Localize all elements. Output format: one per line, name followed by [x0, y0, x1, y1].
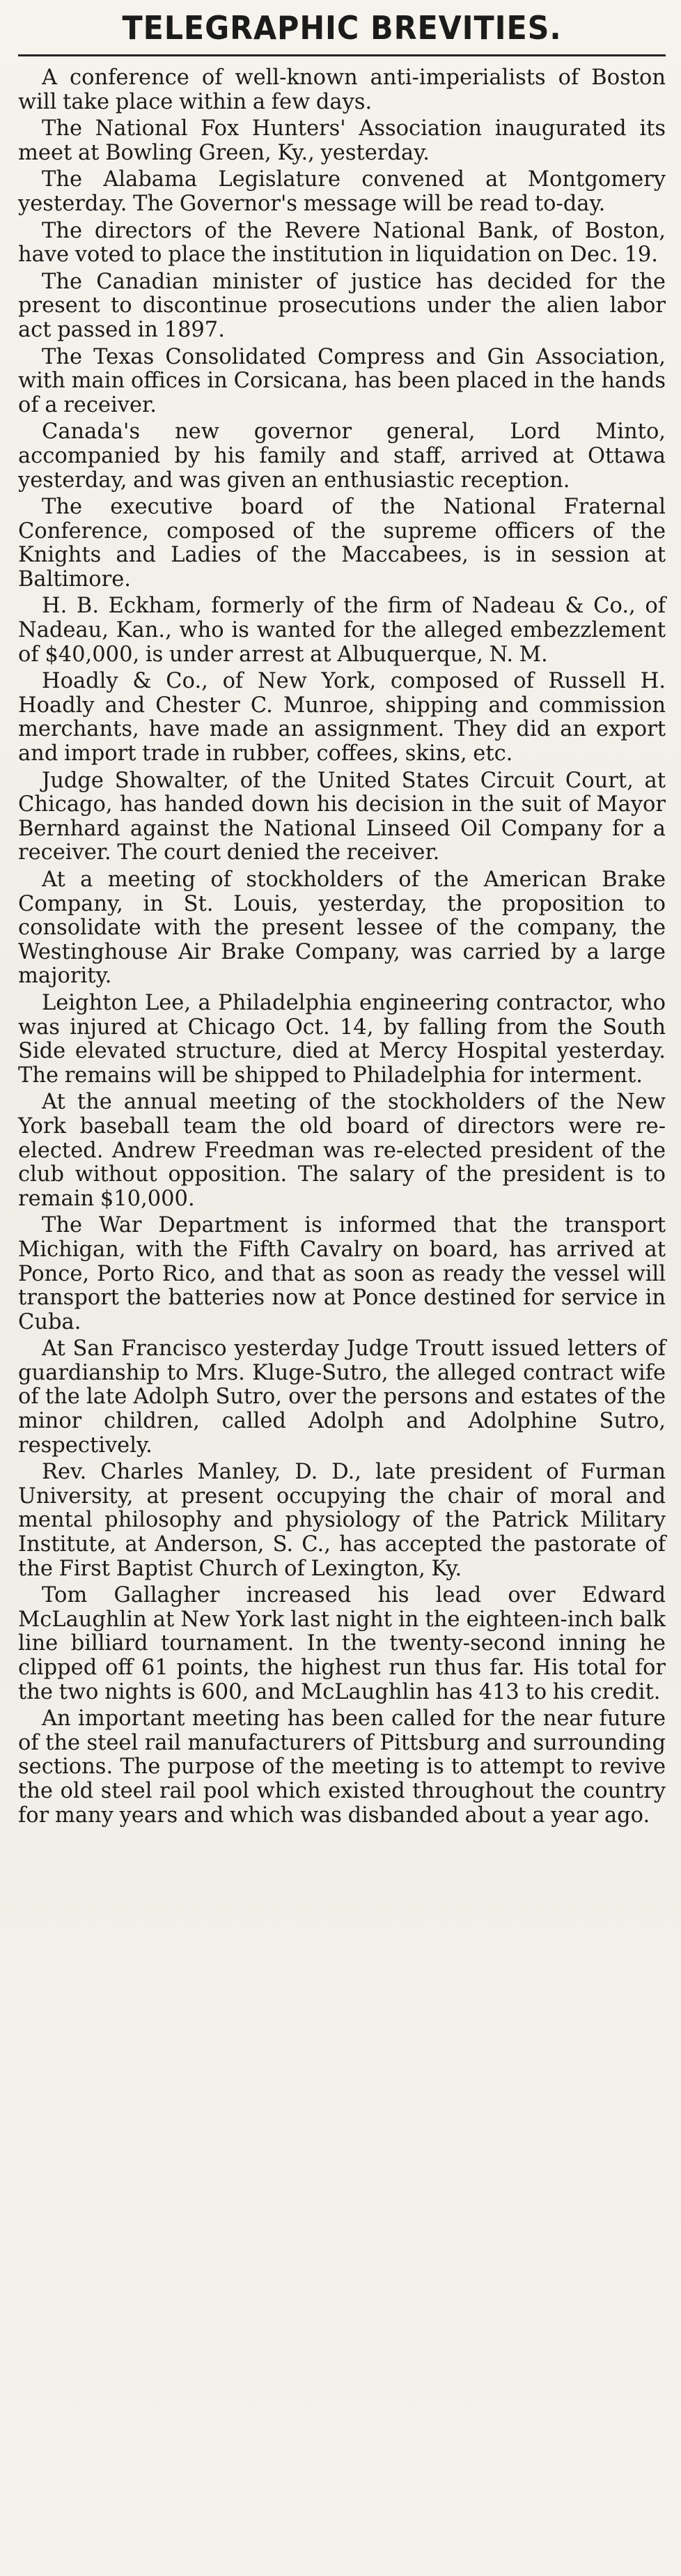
news-item: Canada's new governor general, Lord Minto, accompanied by his family and staff, arrived at Ottawa yesterday, and was given an enthusiastic reception. — [18, 419, 666, 493]
news-item: The Texas Consolidated Compress and Gin Association, with main offices in Corsicana, has been placed in the hands of a receiver. — [18, 344, 666, 417]
news-item: Rev. Charles Manley, D. D., late president of Furman University, at present occupying the chair of moral and mental philosophy and physiology of the Patrick Military Institute, at Anderson, S. C., has accepted the pastorate of the First Baptist Church of Lexington, Ky. — [18, 1460, 666, 1581]
news-item: The Alabama Legislature convened at Montgomery yesterday. The Governor's message will be read to-day. — [18, 167, 666, 216]
headline: TELEGRAPHIC BREVITIES. — [122, 9, 562, 47]
news-item: Hoadly & Co., of New York, composed of Russell H. Hoadly and Chester C. Munroe, shipping and commission merchants, have made an assignment. They did an export and import trade in rubber, coffees, skins, etc. — [18, 669, 666, 766]
news-items — [18, 66, 666, 1828]
news-item: The Canadian minister of justice has decided for the present to discontinue prosecutions under the alien labor act passed in 1897. — [18, 269, 666, 342]
news-item: H. B. Eckham, formerly of the firm of Nadeau & Co., of Nadeau, Kan., who is wanted for the alleged embezzlement of $40,000, is under arrest at Albuquerque, N. M. — [18, 594, 666, 667]
news-item: An important meeting has been called for the near future of the steel rail manufacturers of Pittsburg and surrounding sections. The purpose of the meeting is to attempt to revive the old steel rail pool which existed throughout the country for many years and which was disbanded about a year ago. — [18, 1706, 666, 1828]
news-item: The executive board of the National Fraternal Conference, composed of the supreme officers of the Knights and Ladies of the Maccabees, is in session at Baltimore. — [18, 495, 666, 592]
news-item: The directors of the Revere National Bank, of Boston, have voted to place the institution in liquidation on Dec. 19. — [18, 218, 666, 268]
news-item: At a meeting of stockholders of the American Brake Company, in St. Louis, yesterday, the proposition to consolidate with the present lessee of the company, the Westinghouse Air Brake Company, was carried by a large majority. — [18, 867, 666, 989]
news-item: At San Francisco yesterday Judge Troutt issued letters of guardianship to Mrs. Kluge-Sutro, the alleged contract wife of the late Adolph Sutro, over the persons and estates of the minor children, called Adolph and Adolphine Sutro, respectively. — [18, 1336, 666, 1458]
news-item: The War Department is informed that the transport Michigan, with the Fifth Cavalry on board, has arrived at Ponce, Porto Rico, and that as soon as ready the vessel will transport the batteries now at Ponce destined for service in Cuba. — [18, 1213, 666, 1334]
news-item: Leighton Lee, a Philadelphia engineering contractor, who was injured at Chicago Oct. 14, by falling from the South Side elevated structure, died at Mercy Hospital yesterday. The remains will be shipped to Philadelphia for interment. — [18, 990, 666, 1088]
news-item: Tom Gallagher increased his lead over Edward McLaughlin at New York last night in the eighteen-inch balk line billiard tournament. In the twenty-second inning he clipped off 61 points, the highest run thus far. His total for the two nights is 600, and McLaughlin has 413 to his credit. — [18, 1583, 666, 1704]
news-item: At the annual meeting of the stockholders of the New York baseball team the old board of directors were re-elected. Andrew Freedman was re-elected president of the club without opposition. The salary of the president is to remain $10,000. — [18, 1090, 666, 1211]
headline-rule — [18, 54, 666, 56]
news-item: A conference of well-known anti-imperialists of Boston will take place within a few days. — [18, 65, 666, 114]
news-item: Judge Showalter, of the United States Circuit Court, at Chicago, has handed down his decision in the suit of Mayor Bernhard against the National Linseed Oil Company for a receiver. The court denied the receiver. — [18, 768, 666, 865]
news-item: The National Fox Hunters' Association inaugurated its meet at Bowling Green, Ky., yesterday. — [18, 116, 666, 165]
